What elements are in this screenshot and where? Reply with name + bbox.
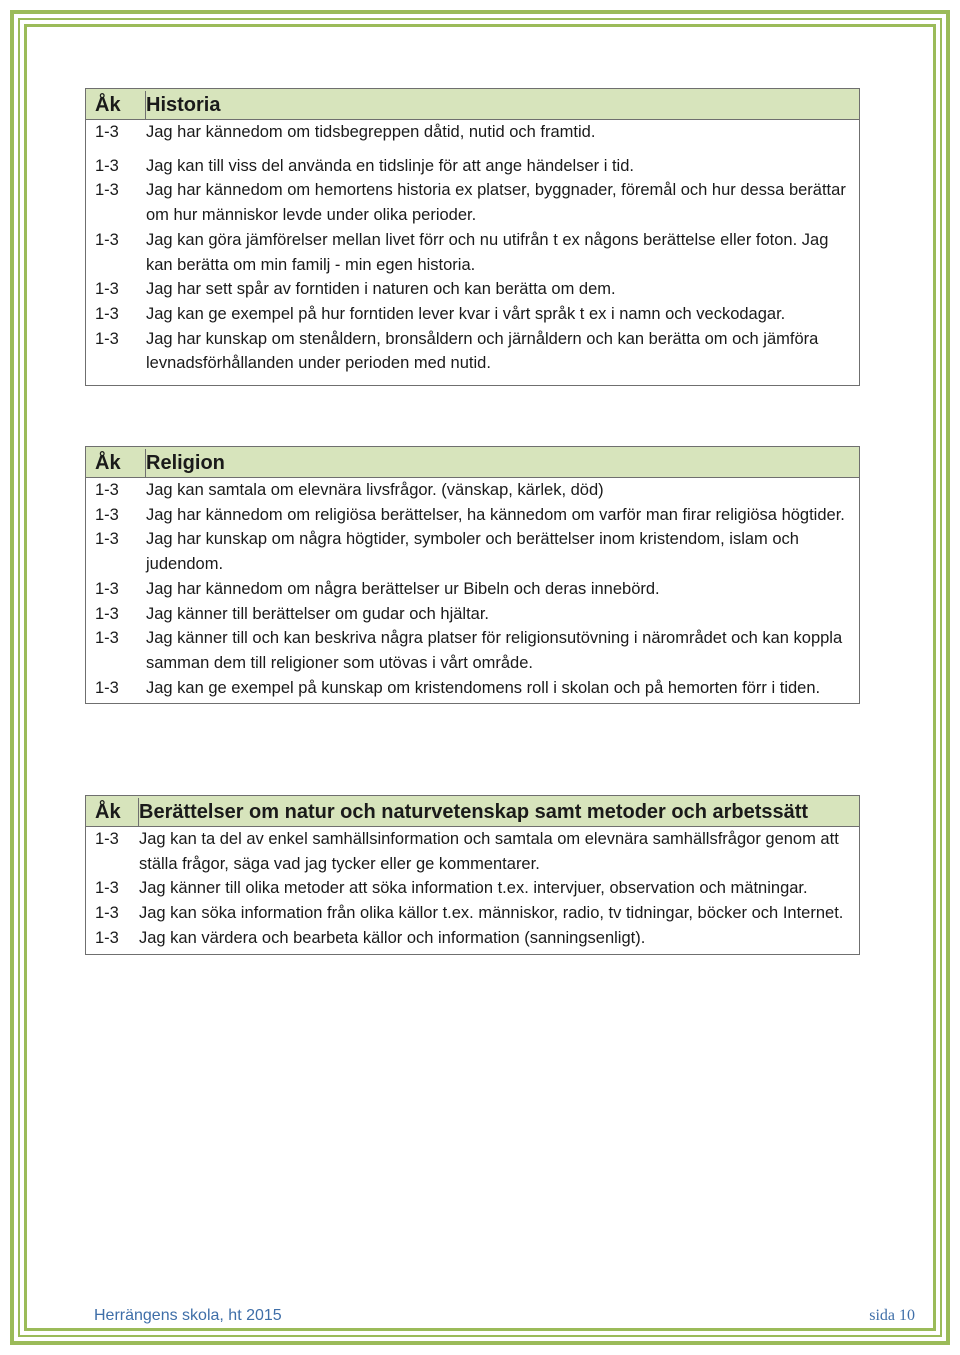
- goal-age: 1-3: [95, 481, 119, 499]
- goal-text: Jag kan söka information från olika källor t.ex. människor, radio, tv tidningar, böcker och Internet.: [139, 904, 844, 923]
- footer-school: Herrängens skola, ht 2015: [94, 1307, 282, 1324]
- goal-age: 1-3: [95, 904, 119, 923]
- section-historia: [85, 88, 860, 386]
- goal-text: Jag kan samtala om elevnära livsfrågor. (vänskap, kärlek, död): [146, 481, 604, 499]
- goal-row: [86, 901, 859, 926]
- goal-text: Jag kan ge exempel på hur forntiden lever kvar i vårt språk t ex i namn och veckodagar.: [146, 304, 786, 323]
- goal-text: Jag har kännedom om några berättelser ur Bibeln och deras innebörd.: [146, 579, 660, 598]
- goal-text: Jag känner till och kan beskriva några platser för religionsutövning i närområdet och kan koppla samman dem till religioner som utövas i vårt område.: [146, 629, 843, 672]
- goal-row: [86, 926, 859, 954]
- goal-age: 1-3: [95, 230, 119, 249]
- footer-page-number: sida 10: [869, 1307, 915, 1324]
- section-title: Historia: [146, 94, 221, 116]
- goal-row: [86, 327, 859, 385]
- goal-age: 1-3: [95, 629, 119, 648]
- goal-text: Jag har kännedom om hemortens historia ex platser, byggnader, föremål och hur dessa berättar om hur människor levde under olika perioder.: [146, 181, 846, 225]
- goal-row: [86, 527, 859, 576]
- goal-age: 1-3: [95, 181, 119, 200]
- goal-age: 1-3: [95, 280, 119, 299]
- goal-age: 1-3: [95, 156, 119, 175]
- goal-text: Jag har kunskap om några högtider, symboler och berättelser inom kristendom, islam och judendom.: [146, 530, 799, 574]
- goal-text: Jag kan värdera och bearbeta källor och information (sanningsenligt).: [139, 928, 646, 947]
- goal-row: [86, 228, 859, 277]
- header-age-label: Åk: [86, 449, 146, 477]
- section-header: [86, 447, 859, 478]
- goal-age: 1-3: [95, 579, 119, 598]
- goal-text: Jag kan ta del av enkel samhällsinformation och samtala om elevnära samhällsfrågor genom att ställa frågor, säga vad jag tycker eller ge kommentarer.: [139, 830, 839, 873]
- goal-row: [86, 178, 859, 227]
- header-age-label: Åk: [86, 91, 146, 119]
- goal-row: [86, 676, 859, 704]
- section-title: Religion: [146, 452, 225, 474]
- goal-age: 1-3: [95, 530, 119, 549]
- goal-row: [86, 827, 859, 876]
- goal-age: 1-3: [95, 604, 119, 623]
- goal-text: Jag har kännedom om tidsbegreppen dåtid, nutid och framtid.: [146, 123, 596, 141]
- goal-row: [86, 120, 859, 145]
- header-age-label: Åk: [86, 798, 139, 826]
- goal-age: 1-3: [95, 304, 119, 323]
- goal-row: [86, 277, 859, 302]
- section-header: [86, 796, 859, 827]
- section-header: [86, 89, 859, 120]
- section-natur-metoder: [85, 795, 860, 955]
- goal-row: [86, 626, 859, 675]
- goal-text: Jag har kunskap om stenåldern, bronsåldern och järnåldern och kan berätta om och jämföra levnadsförhållanden under perioden med nutid.: [146, 329, 819, 373]
- goal-text: Jag har sett spår av forntiden i naturen och kan berätta om dem.: [146, 280, 616, 299]
- goal-row: [86, 602, 859, 627]
- goal-row: [86, 503, 859, 528]
- goal-row: [86, 876, 859, 901]
- goal-text: Jag kan ge exempel på kunskap om kristendomens roll i skolan och på hemorten förr i tiden.: [146, 678, 821, 697]
- goal-row: [86, 577, 859, 602]
- goal-row: [86, 154, 859, 179]
- goal-age: 1-3: [95, 928, 119, 947]
- goal-age: 1-3: [95, 678, 119, 697]
- goal-text: Jag har kännedom om religiösa berättelser, ha kännedom om varför man firar religiösa högtider.: [146, 505, 845, 524]
- goal-text: Jag känner till berättelser om gudar och hjältar.: [146, 604, 490, 623]
- section-religion: [85, 446, 860, 704]
- goal-age: 1-3: [95, 329, 119, 348]
- goal-row: [86, 302, 859, 327]
- goal-age: 1-3: [95, 123, 119, 141]
- goal-text: Jag kan göra jämförelser mellan livet förr och nu utifrån t ex någons berättelse eller foton. Jag kan berätta om min familj - min egen historia.: [146, 230, 829, 274]
- section-title: Berättelser om natur och naturvetenskap samt metoder och arbetssätt: [139, 801, 809, 823]
- goal-age: 1-3: [95, 879, 119, 898]
- goal-row: [86, 478, 859, 503]
- goal-age: 1-3: [95, 505, 119, 524]
- goal-text: Jag känner till olika metoder att söka information t.ex. intervjuer, observation och mätningar.: [139, 879, 808, 898]
- goal-age: 1-3: [95, 830, 119, 848]
- goal-text: Jag kan till viss del använda en tidslinje för att ange händelser i tid.: [146, 156, 634, 175]
